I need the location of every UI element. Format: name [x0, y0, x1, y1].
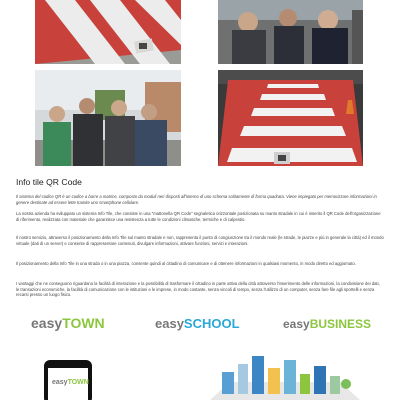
- photo-group-top: [218, 0, 363, 64]
- paragraph-intro: Il sistema del codice QR è un codice a barre a matrice, composto da moduli neri disposti all'interno di uno schema solitamente di forma quadrata. Viene impiegato per memorizzare informazioni in genere destinate ad essere lette tramite uno smartphone cellulare.: [16, 194, 377, 205]
- logo-easytown-suffix: TOWN: [62, 315, 105, 331]
- svg-text:easyTOWN: [31, 315, 105, 331]
- paragraph-service: Il nostro servizio, attraverso il posizionamento della Info Tile sul manto stradale e non, rappresenta il punto di congiunzione tra il mondo reale (le strade, le piazze e più in generale la città) ed il mondo virtuale (dati di un server) e consente di rappresentare contenuti, divulgare informazioni, attivare funzioni, servizi e interazioni.: [16, 235, 384, 246]
- photo-people-smartphones: [35, 70, 181, 166]
- paragraph-advantages: I vantaggi che ne conseguono riguardano la facilità di interazione e la possibilità di trasformare il cittadino in parte attiva della città attraverso l'inserimento delle informazioni, la condivisione dei dati, le transazioni economiche, la facilità di comunicazione con le istituzioni e le imprese, in modo costante, senza vincoli di tempo, senza l'utilizzo di un computer, senza fare file agli sportelli e senza recarsi presso un luogo fisico.: [16, 281, 380, 298]
- phone-app-suffix: TOWN: [67, 379, 89, 386]
- logo-easybusiness-suffix: BUSINESS: [309, 317, 371, 331]
- logo-easytown: [27, 311, 117, 333]
- logo-easybusiness: [281, 311, 371, 333]
- phone-app-prefix: easy: [52, 379, 68, 386]
- logo-easyschool-suffix: SCHOOL: [183, 316, 240, 331]
- city-illustration: [210, 352, 360, 400]
- svg-text:easyTOWN: [52, 379, 89, 386]
- svg-text:easyBUSINESS: [283, 317, 371, 331]
- smartphone-illustration: [40, 360, 96, 400]
- logo-easybusiness-prefix: easy: [283, 317, 310, 331]
- paragraph-info-tile: La nostra azienda ha sviluppato un sistema Info Tile, che consiste in una "mattonella QR Code" segnaletica orizzontale posizionata su manto stradale in cui è inserito il QR Code dell'organizzazione di riferimento, realizzata con materiale che garantisce una resistenza a tutte le condizioni climatiche, termiche e di calpestio.: [16, 211, 381, 222]
- paragraph-positioning: Il posizionamento della Info Tile in una strada o in una piazza, consente quindi al cittadino di comunicare e di ottenere informazioni in qualsiasi momento, in modo diretto ed aggiornato.: [16, 261, 356, 266]
- logo-easyschool-prefix: easy: [155, 316, 184, 331]
- logo-easyschool: [151, 311, 241, 333]
- section-title: Info tile QR Code: [16, 177, 82, 187]
- photo-crosswalk-stripes: [218, 70, 363, 166]
- photo-crosswalk-tile: [35, 0, 181, 64]
- logo-easytown-prefix: easy: [31, 315, 63, 331]
- svg-text:easySCHOOL: [155, 316, 240, 331]
